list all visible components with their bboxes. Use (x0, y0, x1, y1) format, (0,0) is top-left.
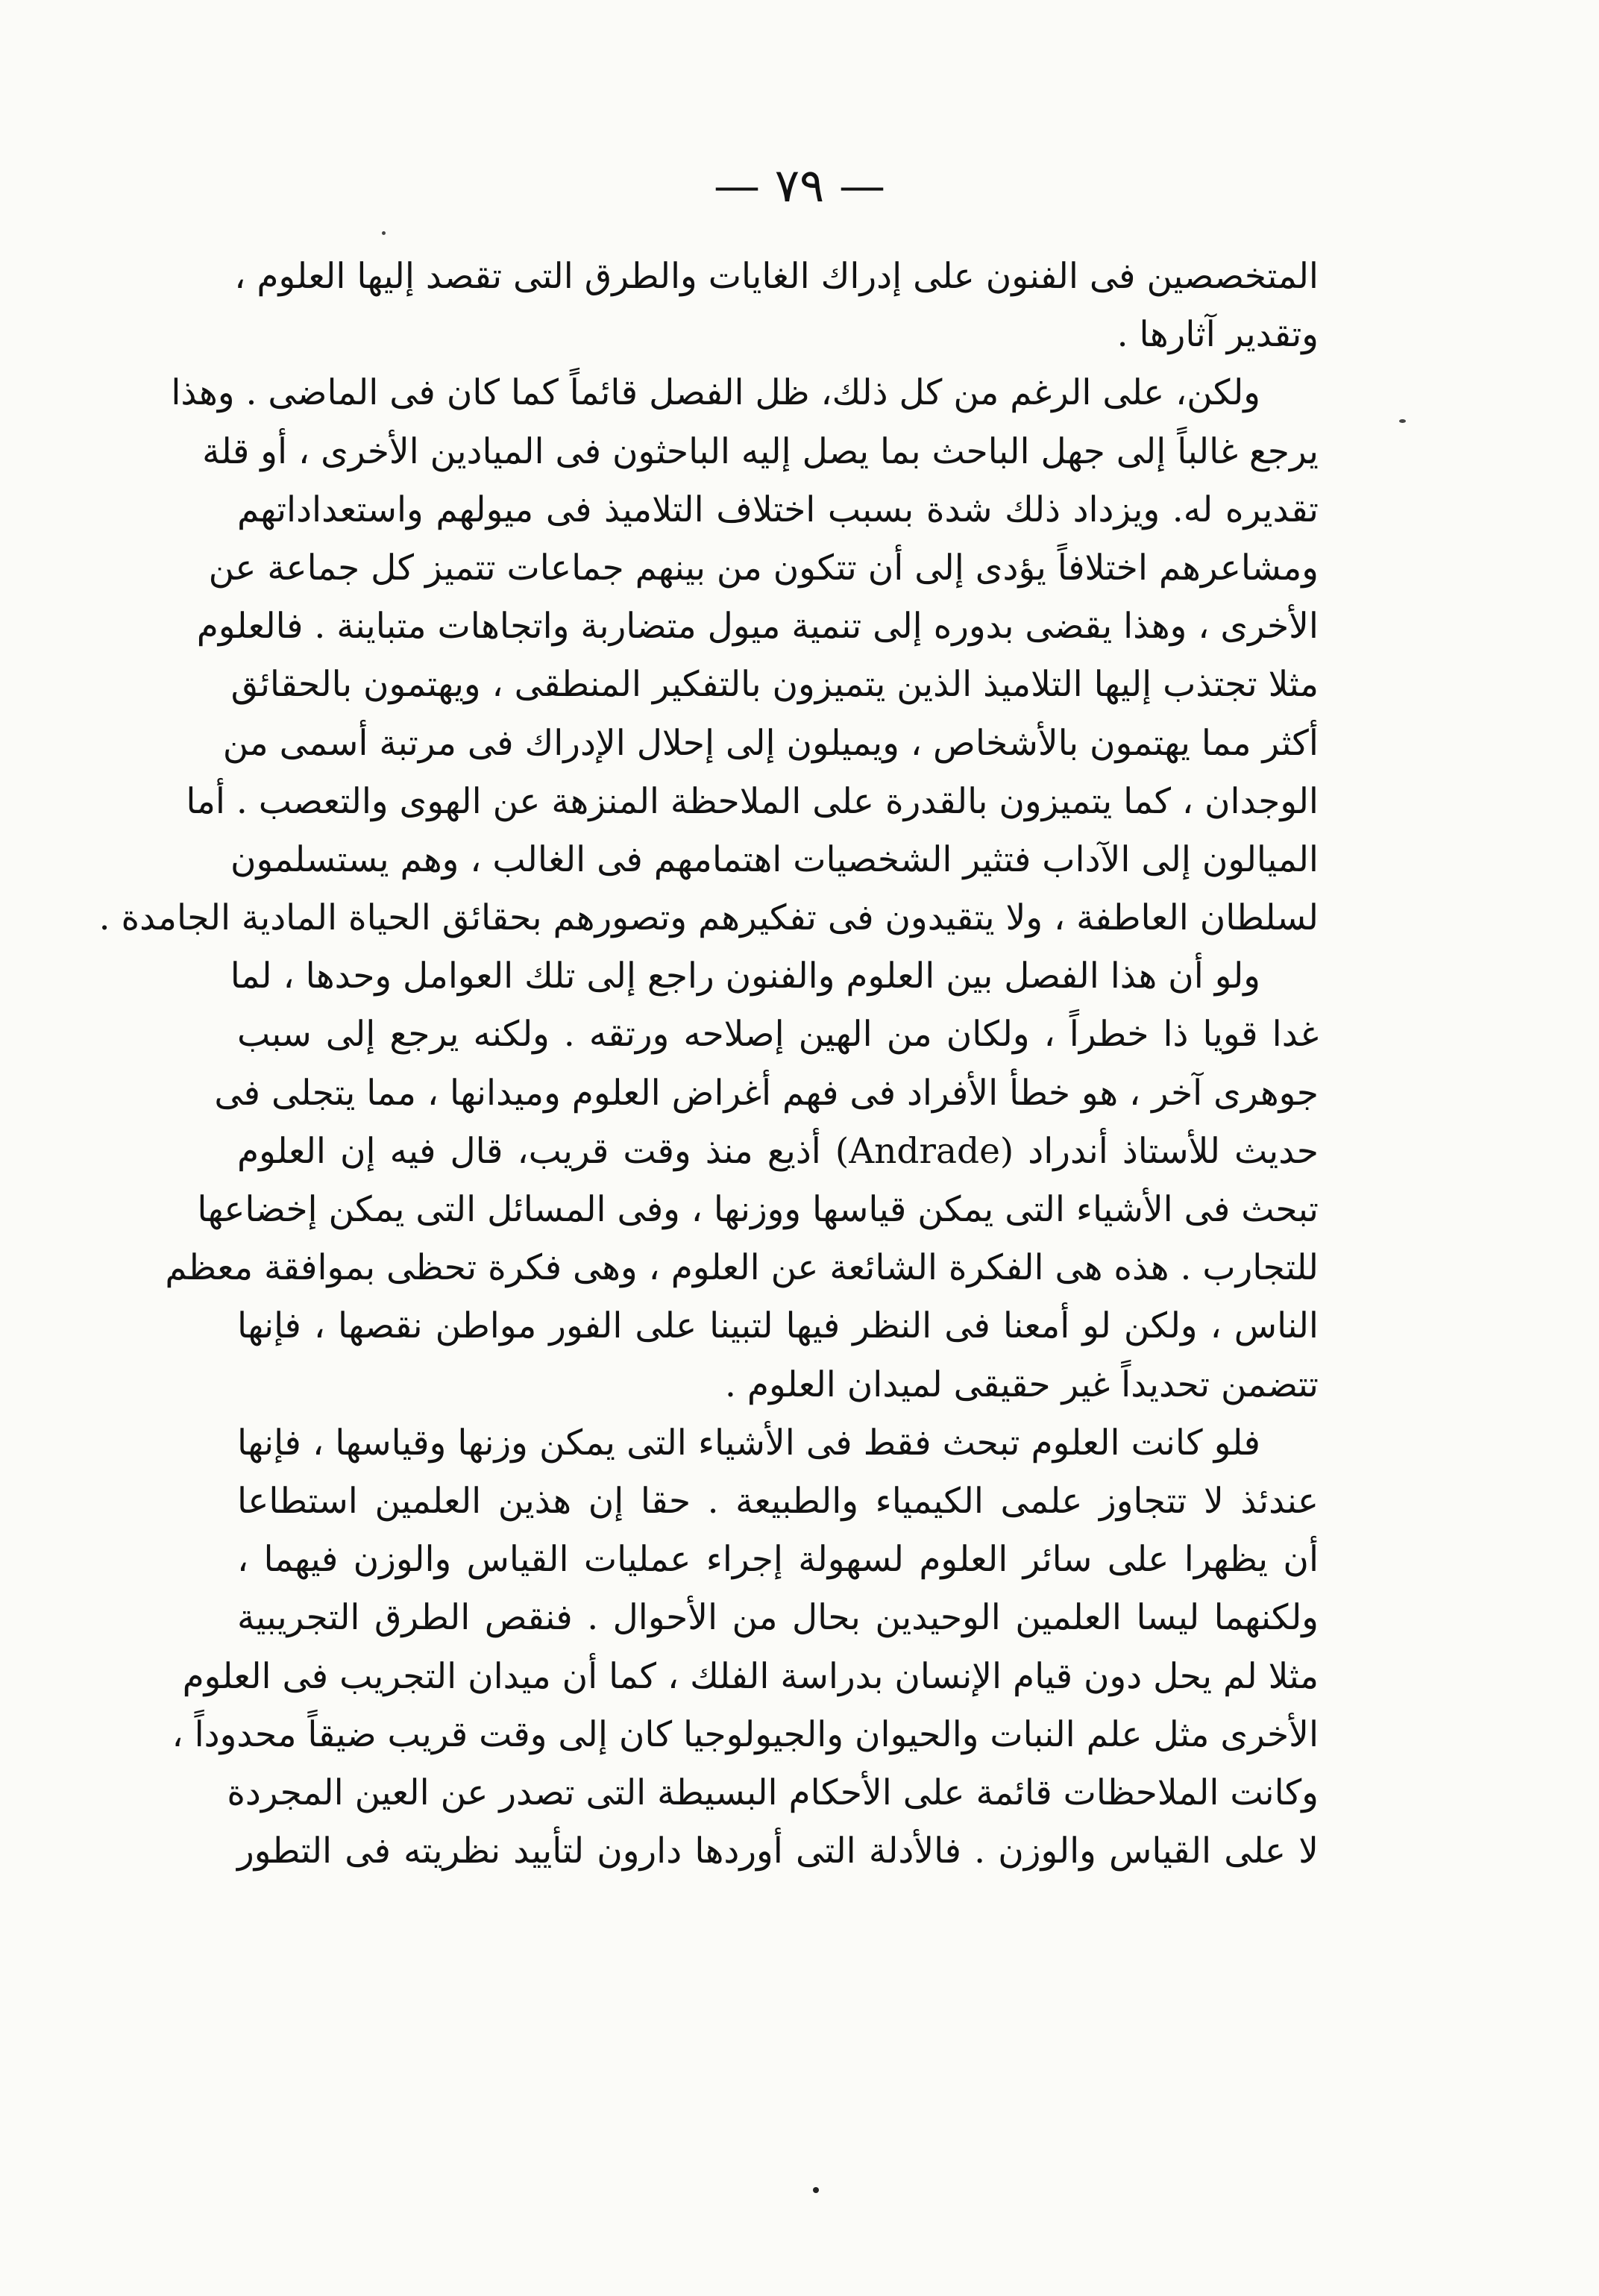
text-line: الوجدان ، كما يتميزون بالقدرة على الملاحظة المنزهة عن الهوى والتعصب . أما (186, 780, 1319, 822)
text-line: الميالون إلى الآداب فتثير الشخصيات اهتمامهم فى الغالب ، وهم يستسلمون (230, 838, 1319, 880)
ink-speck (1399, 419, 1406, 423)
text-line: المتخصصين فى الفنون على إدراك الغايات والطرق التى تقصد إليها العلوم ، (234, 256, 1319, 297)
text-line: وتقدير آثارها . (1116, 314, 1319, 356)
text-line: تتضمن تحديداً غير حقيقى لميدان العلوم . (724, 1364, 1319, 1405)
text-line: الأخرى ، وهذا يقضى بدوره إلى تنمية ميول متضاربة واتجاهات متباينة . فالعلوم (196, 606, 1319, 647)
text-line: ولكن، على الرغم من كل ذلك، ظل الفصل قائماً كما كان فى الماضى . وهذا (171, 372, 1260, 414)
text-line: فلو كانت العلوم تبحث فقط فى الأشياء التى يمكن وزنها وقياسها ، فإنها (237, 1422, 1260, 1464)
page-number: — ٧٩ — (713, 158, 886, 213)
text-line: تقديره له. ويزداد ذلك شدة بسبب اختلاف التلاميذ فى ميولهم واستعداداتهم (237, 489, 1319, 530)
text-line: حديث للأستاذ أندراد (Andrade) أذيع منذ وقت قريب، قال فيه إن العلوم (237, 1130, 1319, 1172)
text-line: أن يظهرا على سائر العلوم لسهولة إجراء عمليات القياس والوزن فيهما ، (237, 1539, 1319, 1581)
text-line: غدا قويا ذا خطراً ، ولكان من الهين إصلاحه ورتقه . ولكنه يرجع إلى سبب (237, 1014, 1319, 1056)
text-line: لا على القياس والوزن . فالأدلة التى أوردها دارون لتأييد نظريته فى التطور (237, 1831, 1319, 1872)
text-line: ولكنهما ليسا العلمين الوحيدين بحال من الأحوال . فنقص الطرق التجريبية (237, 1597, 1319, 1639)
text-line: عندئذ لا تتجاوز علمى الكيمياء والطبيعة . حقا إن هذين العلمين استطاعا (237, 1480, 1319, 1522)
text-line: مثلا تجتذب إليها التلاميذ الذين يتميزون بالتفكير المنطقى ، ويهتمون بالحقائق (230, 664, 1319, 706)
text-line: الناس ، ولكن لو أمعنا فى النظر فيها لتبينا على الفور مواطن نقصها ، فإنها (237, 1305, 1319, 1347)
text-line: وكانت الملاحظات قائمة على الأحكام البسيطة التى تصدر عن العين المجردة (227, 1772, 1319, 1813)
ink-dot (813, 2187, 819, 2193)
text-line: للتجارب . هذه هى الفكرة الشائعة عن العلوم ، وهى فكرة تحظى بموافقة معظم (165, 1247, 1319, 1289)
text-line: يرجع غالباً إلى جهل الباحث بما يصل إليه الباحثون فى الميادين الأخرى ، أو قلة (202, 430, 1319, 472)
text-line: جوهرى آخر ، هو خطأ الأفراد فى فهم أغراض العلوم وميدانها ، مما يتجلى فى (214, 1072, 1319, 1114)
text-line: تبحث فى الأشياء التى يمكن قياسها ووزنها ، وفى المسائل التى يمكن إخضاعها (197, 1189, 1319, 1230)
body-text (98, 248, 1319, 1881)
text-line: لسلطان العاطفة ، ولا يتقيدون فى تفكيرهم وتصورهم بحقائق الحياة المادية الجامدة . (98, 897, 1319, 939)
text-line: ومشاعرهم اختلافاً يؤدى إلى أن تتكون من بينهم جماعات تتميز كل جماعة عن (208, 547, 1319, 589)
text-line: الأخرى مثل علم النبات والحيوان والجيولوجيا كان إلى وقت قريب ضيقاً محدوداً ، (172, 1713, 1319, 1755)
ink-speck (382, 231, 386, 235)
text-line: أكثر مما يهتمون بالأشخاص ، ويميلون إلى إحلال الإدراك فى مرتبة أسمى من (222, 722, 1319, 764)
text-line: ولو أن هذا الفصل بين العلوم والفنون راجع إلى تلك العوامل وحدها ، لما (230, 956, 1260, 997)
text-line: مثلا لم يحل دون قيام الإنسان بدراسة الفلك ، كما أن ميدان التجريب فى العلوم (182, 1655, 1319, 1697)
